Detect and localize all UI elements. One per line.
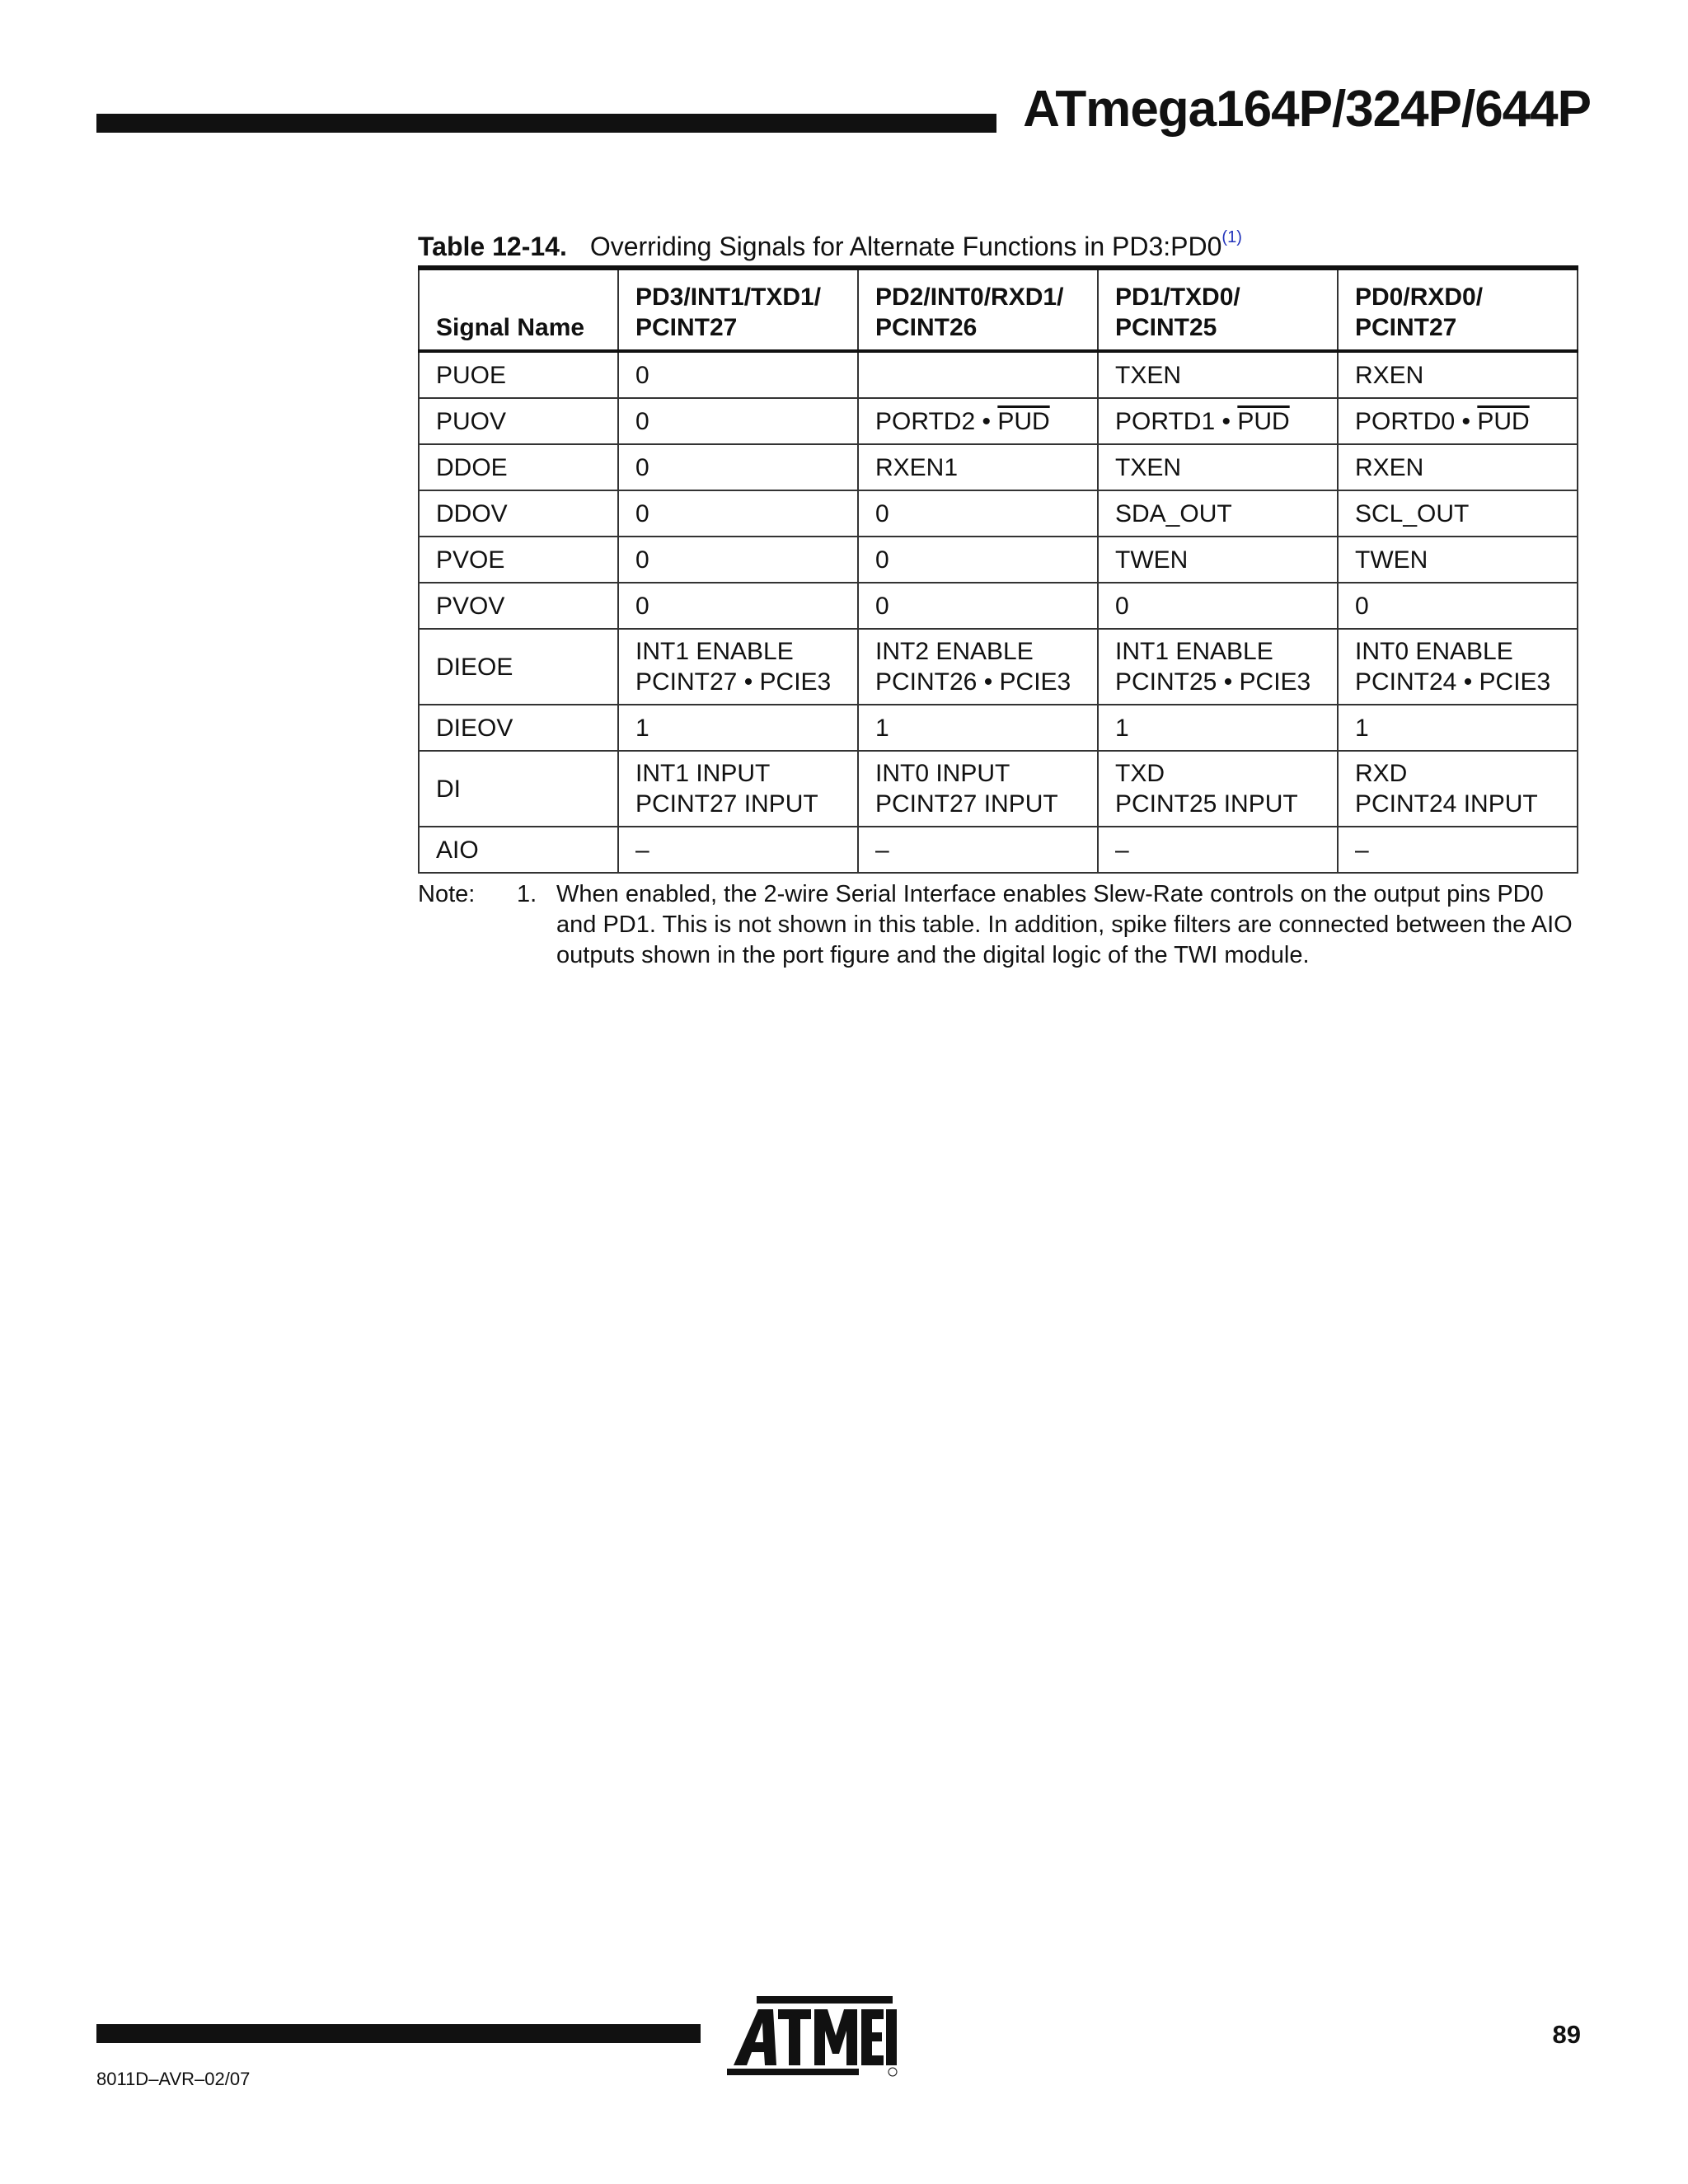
signal-name-cell: DIEOV bbox=[419, 705, 618, 751]
signals-table-container bbox=[418, 265, 1577, 874]
footer-rule bbox=[96, 2024, 701, 2043]
cell-text: 1 bbox=[1115, 714, 1129, 742]
table-body bbox=[419, 351, 1578, 873]
cell-text: 1 bbox=[635, 714, 649, 742]
signal-name-cell: DIEOE bbox=[419, 629, 618, 705]
table-cell bbox=[858, 537, 1098, 583]
cell-text: 0 bbox=[635, 361, 649, 389]
signal-name-cell: PVOE bbox=[419, 537, 618, 583]
table-cell bbox=[1098, 751, 1338, 827]
table-row bbox=[419, 444, 1578, 490]
table-cell bbox=[618, 583, 858, 629]
document-title: ATmega164P/324P/644P bbox=[1023, 81, 1591, 138]
cell-text: TXD bbox=[1115, 760, 1165, 787]
table-cell bbox=[1338, 351, 1578, 398]
table-cell bbox=[1098, 490, 1338, 537]
cell-text: – bbox=[1355, 836, 1369, 864]
table-cell bbox=[618, 444, 858, 490]
cell-text: INT1 ENABLE bbox=[635, 638, 794, 665]
document-id: 8011D–AVR–02/07 bbox=[96, 2069, 251, 2089]
table-cell bbox=[1098, 583, 1338, 629]
cell-text: 0 bbox=[875, 546, 889, 574]
table-cell bbox=[1338, 629, 1578, 705]
table-cell bbox=[618, 490, 858, 537]
footnote-ref-link[interactable]: (1) bbox=[1221, 228, 1242, 246]
table-row bbox=[419, 827, 1578, 873]
cell-text: INT0 ENABLE bbox=[1355, 638, 1513, 665]
signal-name-cell: AIO bbox=[419, 827, 618, 873]
cell-text: – bbox=[1115, 836, 1129, 864]
cell-text: PCINT27 INPUT bbox=[635, 790, 818, 818]
signal-name-cell: PVOV bbox=[419, 583, 618, 629]
cell-text: PCINT25 INPUT bbox=[1115, 790, 1298, 818]
cell-text: PCINT27 • PCIE3 bbox=[635, 668, 832, 696]
table-cell bbox=[1098, 351, 1338, 398]
table-cell bbox=[1098, 827, 1338, 873]
table-row bbox=[419, 490, 1578, 537]
signal-name-cell: PUOV bbox=[419, 398, 618, 444]
cell-text-overline: $\overline{PUD}$ bbox=[1477, 407, 1530, 435]
table-cell bbox=[618, 398, 858, 444]
cell-text: PCINT25 • PCIE3 bbox=[1115, 668, 1311, 696]
header-pd0: PD0/RXD0/ PCINT27 bbox=[1338, 268, 1578, 351]
table-cell bbox=[1098, 398, 1338, 444]
table-cell bbox=[1338, 827, 1578, 873]
atmel-logo-icon bbox=[725, 1994, 898, 2077]
cell-text: RXEN bbox=[1355, 453, 1424, 481]
cell-text: PCINT27 INPUT bbox=[875, 790, 1058, 818]
cell-text: RXEN1 bbox=[875, 453, 959, 481]
cell-text: INT2 ENABLE bbox=[875, 638, 1034, 665]
cell-text: TXEN bbox=[1115, 453, 1182, 481]
table-cell bbox=[1338, 398, 1578, 444]
signal-name-cell: DDOV bbox=[419, 490, 618, 537]
table-cell bbox=[1098, 629, 1338, 705]
cell-text: PORTD2 • bbox=[875, 407, 998, 435]
cell-text: TWEN bbox=[1115, 546, 1189, 574]
table-cell bbox=[1338, 490, 1578, 537]
table-row bbox=[419, 583, 1578, 629]
page-number: 89 bbox=[1552, 2020, 1581, 2049]
table-cell bbox=[858, 629, 1098, 705]
table-row bbox=[419, 629, 1578, 705]
signal-name-cell: PUOE bbox=[419, 351, 618, 398]
cell-text: 0 bbox=[635, 499, 649, 527]
table-cell bbox=[1338, 583, 1578, 629]
table-cell bbox=[1098, 444, 1338, 490]
cell-text: INT0 INPUT bbox=[875, 760, 1010, 787]
table-cell bbox=[1338, 537, 1578, 583]
cell-text: 0 bbox=[875, 499, 889, 527]
cell-text-overline: $\overline{PUD}$ bbox=[997, 407, 1050, 435]
cell-text: PORTD1 • bbox=[1115, 407, 1238, 435]
table-cell bbox=[858, 751, 1098, 827]
table-cell bbox=[858, 827, 1098, 873]
cell-text: SDA_OUT bbox=[1115, 499, 1232, 527]
cell-text: PCINT26 • PCIE3 bbox=[875, 668, 1071, 696]
table-cell bbox=[858, 398, 1098, 444]
table-cell bbox=[858, 351, 1098, 398]
cell-text-overline: $\overline{PUD}$ bbox=[1237, 407, 1290, 435]
table-cell bbox=[618, 537, 858, 583]
header-pd1: PD1/TXD0/ PCINT25 bbox=[1098, 268, 1338, 351]
cell-text: 0 bbox=[635, 592, 649, 620]
cell-text: RXD bbox=[1355, 760, 1408, 787]
table-cell bbox=[1098, 537, 1338, 583]
note-index: 1. bbox=[517, 881, 537, 907]
cell-text: 0 bbox=[635, 453, 649, 481]
table-cell bbox=[858, 490, 1098, 537]
cell-text: 1 bbox=[1355, 714, 1369, 742]
cell-text: PCINT24 • PCIE3 bbox=[1355, 668, 1551, 696]
table-cell bbox=[618, 705, 858, 751]
header-pd3: PD3/INT1/TXD1/ PCINT27 bbox=[618, 268, 858, 351]
table-cell bbox=[858, 583, 1098, 629]
cell-text: RXEN bbox=[1355, 361, 1424, 389]
cell-text: INT1 INPUT bbox=[635, 760, 771, 787]
cell-text: INT1 ENABLE bbox=[1115, 638, 1273, 665]
overriding-signals-table bbox=[418, 265, 1578, 874]
cell-text: TXEN bbox=[1115, 361, 1182, 389]
note-text: When enabled, the 2-wire Serial Interface enables Slew-Rate controls on the output pins PD0 and PD1. This is not shown in this table. In addition, spike filters are connected between the AIO outputs shown in the port figure and the digital logic of the TWI module. bbox=[556, 881, 1573, 968]
signal-name-cell: DDOE bbox=[419, 444, 618, 490]
cell-text: – bbox=[875, 836, 889, 864]
header-pd2: PD2/INT0/RXD1/ PCINT26 bbox=[858, 268, 1098, 351]
table-cell bbox=[618, 751, 858, 827]
table-cell bbox=[1338, 705, 1578, 751]
table-cell bbox=[858, 705, 1098, 751]
cell-text: SCL_OUT bbox=[1355, 499, 1470, 527]
table-row bbox=[419, 537, 1578, 583]
cell-text: 1 bbox=[875, 714, 889, 742]
cell-text: PORTD0 • bbox=[1355, 407, 1478, 435]
table-number: Table 12-14. bbox=[418, 232, 567, 261]
table-cell bbox=[618, 629, 858, 705]
table-cell bbox=[618, 351, 858, 398]
cell-text: – bbox=[635, 836, 649, 864]
table-row bbox=[419, 398, 1578, 444]
cell-text: 0 bbox=[875, 592, 889, 620]
cell-text: 0 bbox=[635, 546, 649, 574]
table-caption bbox=[418, 228, 1242, 262]
cell-text: 0 bbox=[635, 407, 649, 435]
cell-text: 0 bbox=[1355, 592, 1369, 620]
table-row bbox=[419, 705, 1578, 751]
cell-text: 0 bbox=[1115, 592, 1129, 620]
table-cell bbox=[618, 827, 858, 873]
table-row bbox=[419, 351, 1578, 398]
table-header-row bbox=[419, 268, 1578, 351]
header-signal-name: Signal Name bbox=[419, 268, 618, 351]
table-cell bbox=[1338, 444, 1578, 490]
table-cell bbox=[858, 444, 1098, 490]
table-title: Overriding Signals for Alternate Functions in PD3:PD0 bbox=[589, 232, 1222, 261]
cell-text: PCINT24 INPUT bbox=[1355, 790, 1538, 818]
signal-name-cell: DI bbox=[419, 751, 618, 827]
note-label: Note: bbox=[418, 881, 476, 907]
header-rule bbox=[96, 114, 996, 133]
cell-text: TWEN bbox=[1355, 546, 1428, 574]
table-cell bbox=[1338, 751, 1578, 827]
table-row bbox=[419, 751, 1578, 827]
table-cell bbox=[1098, 705, 1338, 751]
